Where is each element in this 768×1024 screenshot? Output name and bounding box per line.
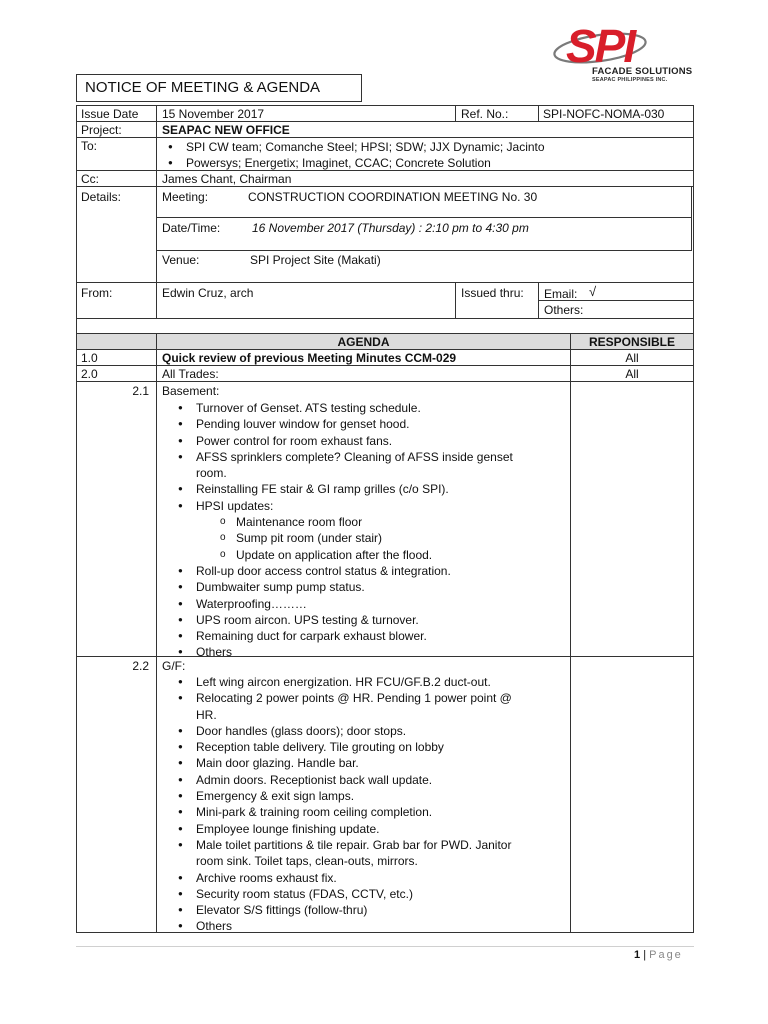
agenda-row-num: 2.0 [81, 367, 98, 381]
document-title: NOTICE OF MEETING & AGENDA [76, 74, 362, 102]
to-recipient: ● SPI CW team; Comanche Steel; HPSI; SDW; JJX Dynamic; Jacinto [158, 139, 545, 155]
others-label: Others: [544, 303, 584, 317]
agenda-item-continuation: HR. [196, 707, 217, 722]
section-num-cell [76, 656, 157, 933]
agenda-item: ● Power control for room exhaust fans. [168, 433, 513, 449]
meeting-value: CONSTRUCTION COORDINATION MEETING No. 30 [248, 190, 538, 204]
spacer-row [76, 318, 694, 334]
agenda-item: ● Door handles (glass doors); door stops. [168, 723, 512, 739]
datetime-value: 16 November 2017 (Thursday) : 2:10 pm to 4:30 pm [252, 221, 529, 235]
agenda-item: ● Employee lounge finishing update. [168, 821, 512, 837]
cc-label: Cc: [81, 172, 99, 186]
agenda-row-responsible: All [625, 367, 639, 381]
section-num: 2.2 [132, 659, 149, 673]
to-recipient: ● Powersys; Energetix; Imaginet, CCAC; Concrete Solution [158, 155, 545, 171]
to-list [158, 139, 545, 171]
agenda-subitem: o Sump pit room (under stair) [168, 530, 513, 546]
agenda-row-num: 1.0 [81, 351, 98, 365]
section-resp-cell [570, 381, 694, 657]
agenda-item: ● Left wing aircon energization. HR FCU/GF.B.2 duct-out. [168, 674, 512, 690]
agenda-item: ● Admin doors. Receptionist back wall update. [168, 772, 512, 788]
from-value: Edwin Cruz, arch [162, 286, 254, 300]
agenda-num-header-cell [76, 333, 157, 350]
section-items [168, 400, 513, 661]
section-num: 2.1 [132, 384, 149, 398]
issued-label: Issued thru: [461, 286, 524, 300]
spi-logo-icon [552, 26, 692, 66]
responsible-header: RESPONSIBLE [588, 335, 675, 349]
agenda-item: ● Emergency & exit sign lamps. [168, 788, 512, 804]
agenda-item: ● Reception table delivery. Tile grouting on lobby [168, 739, 512, 755]
agenda-item: ● Pending louver window for genset hood. [168, 416, 513, 432]
agenda-item: ● Elevator S/S fittings (follow-thru) [168, 902, 512, 918]
page-separator: | [643, 949, 647, 961]
agenda-item: ● Roll-up door access control status & integration. [168, 563, 513, 579]
cc-value: James Chant, Chairman [162, 172, 292, 186]
datetime-label: Date/Time: [162, 221, 221, 235]
agenda-row-title: Quick review of previous Meeting Minutes CCM-029 [162, 351, 457, 365]
logo-letters: SPI [566, 26, 635, 66]
to-label: To: [81, 139, 98, 153]
agenda-item: ● Archive rooms exhaust fix. [168, 870, 512, 886]
agenda-item: ● Dumbwaiter sump pump status. [168, 579, 513, 595]
section-num-cell [76, 381, 157, 657]
venue-label: Venue: [162, 253, 200, 267]
agenda-subitem: o Update on application after the flood. [168, 547, 513, 563]
section-title: G/F: [162, 659, 186, 673]
agenda-item: ● HPSI updates: [168, 498, 513, 514]
ref-label: Ref. No.: [461, 107, 509, 121]
agenda-item: ● Waterproofing……… [168, 596, 513, 612]
meeting-label: Meeting: [162, 190, 209, 204]
section-title: Basement: [162, 384, 220, 398]
section-resp-cell [570, 656, 694, 933]
agenda-row-title: All Trades: [162, 367, 219, 381]
agenda-item: ● UPS room aircon. UPS testing & turnover. [168, 612, 513, 628]
footer-divider [76, 946, 694, 947]
agenda-subitem: o Maintenance room floor [168, 514, 513, 530]
email-label: Email: [544, 287, 578, 301]
venue-value: SPI Project Site (Makati) [250, 253, 381, 267]
issue-date-label: Issue Date [81, 107, 139, 121]
page-number: 1 [634, 949, 641, 961]
agenda-item: ● Remaining duct for carpark exhaust blower. [168, 628, 513, 644]
ref-value: SPI-NOFC-NOMA-030 [543, 107, 665, 121]
logo-tagline: FACADE SOLUTIONS [592, 66, 693, 77]
from-label: From: [81, 286, 113, 300]
agenda-item: ● Main door glazing. Handle bar. [168, 755, 512, 771]
agenda-item: ● Male toilet partitions & tile repair. Grab bar for PWD. Janitor [168, 837, 512, 853]
agenda-header: AGENDA [337, 335, 390, 349]
agenda-item: ● Others [168, 644, 513, 660]
logo-company: SEAPAC PHILIPPINES INC. [592, 77, 668, 83]
section-items [168, 674, 512, 935]
company-logo [552, 26, 692, 88]
page-footer [634, 949, 683, 961]
agenda-row-responsible: All [625, 351, 639, 365]
agenda-item-continuation: room sink. Toilet taps, clean-outs, mirrors. [196, 854, 418, 869]
agenda-item: ● Turnover of Genset. ATS testing schedule. [168, 400, 513, 416]
agenda-item: ● Mini-park & training room ceiling completion. [168, 804, 512, 820]
agenda-item: ● Others [168, 918, 512, 934]
project-value: SEAPAC NEW OFFICE [162, 123, 290, 137]
agenda-item: ● Reinstalling FE stair & GI ramp grilles (c/o SPI). [168, 481, 513, 497]
email-checkmark: √ [589, 284, 597, 299]
issue-date-value: 15 November 2017 [162, 107, 265, 121]
agenda-item: ● Security room status (FDAS, CCTV, etc.) [168, 886, 512, 902]
agenda-item-continuation: room. [196, 466, 227, 481]
agenda-item: ● AFSS sprinklers complete? Cleaning of AFSS inside genset [168, 449, 513, 465]
page-word: Page [649, 949, 683, 961]
agenda-item: ● Relocating 2 power points @ HR. Pending 1 power point @ [168, 690, 512, 706]
project-label: Project: [81, 123, 122, 137]
details-label: Details: [81, 190, 122, 204]
